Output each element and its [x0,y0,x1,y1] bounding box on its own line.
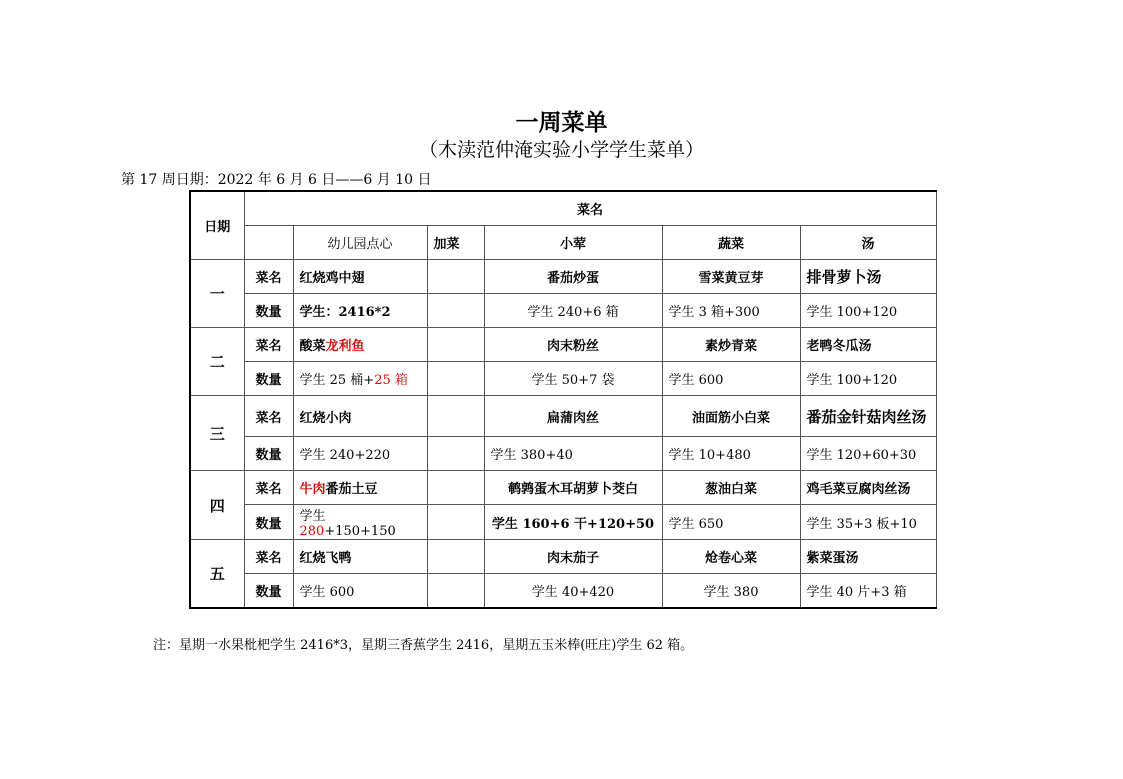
day-row-qty [190,574,936,609]
header-dishes: 菜名 [244,191,936,226]
kindergarten-cell: 红烧鸡中翅 [293,260,427,294]
day-label: 二 [190,328,244,396]
small-meat-cell: 肉末粉丝 [484,328,662,362]
kindergarten-cell: 牛肉番茄土豆 [293,471,427,505]
vegetable-cell: 学生 3 箱+300 [662,294,800,328]
small-meat-cell: 扁蒲肉丝 [484,396,662,437]
vegetable-cell: 素炒青菜 [662,328,800,362]
small-meat-cell: 鹌鹑蛋木耳胡萝卜茭白 [484,471,662,505]
vegetable-cell: 油面筋小白菜 [662,396,800,437]
kindergarten-cell: 学生 600 [293,574,427,609]
soup-cell: 老鸭冬瓜汤 [800,328,936,362]
day-row-dish [190,260,936,294]
highlight-text: 龙利鱼 [325,339,365,354]
date-line: 第 17 周日期：2022 年 6 月 6 日——6 月 10 日 [121,172,432,188]
day-row-qty [190,294,936,328]
header-row-2 [190,226,936,260]
kindergarten-cell: 酸菜龙利鱼 [293,328,427,362]
vegetable-cell: 炝卷心菜 [662,540,800,574]
kindergarten-cell: 学生：2416*2 [293,294,427,328]
header-blank [244,226,293,260]
day-row-qty [190,362,936,396]
soup-cell: 学生 40 片+3 箱 [800,574,936,609]
day-label: 五 [190,540,244,609]
row-label: 数量 [244,437,293,471]
soup-cell: 学生 120+60+30 [800,437,936,471]
day-row-dish [190,471,936,505]
row-label: 数量 [244,294,293,328]
extra-cell [427,396,484,437]
extra-cell [427,471,484,505]
page-subtitle: （木渎范仲淹实验小学学生菜单） [418,139,704,161]
highlight-text: 25 箱 [374,373,408,388]
page-title: 一周菜单 [515,109,608,136]
kindergarten-cell: 学生 240+220 [293,437,427,471]
extra-cell [427,574,484,609]
vegetable-cell: 学生 380 [662,574,800,609]
row-label: 菜名 [244,260,293,294]
extra-cell [427,260,484,294]
soup-cell: 排骨萝卜汤 [800,260,936,294]
day-row-dish [190,396,936,437]
highlight-text: 280 [299,524,325,539]
extra-cell [427,362,484,396]
header-date: 日期 [190,191,244,260]
extra-cell [427,294,484,328]
kindergarten-cell: 红烧飞鸭 [293,540,427,574]
row-label: 数量 [244,574,293,609]
small-meat-cell: 学生 380+40 [484,437,662,471]
header-vegetable: 蔬菜 [662,226,800,260]
day-row-qty [190,437,936,471]
extra-cell [427,437,484,471]
small-meat-cell: 学生 50+7 袋 [484,362,662,396]
header-row-1 [190,191,936,226]
row-label: 菜名 [244,471,293,505]
vegetable-cell: 葱油白菜 [662,471,800,505]
small-meat-cell: 学生 160+6 干+120+50 [484,505,662,540]
extra-cell [427,540,484,574]
footnote: 注：星期一水果枇杷学生 2416*3，星期三香蕉学生 2416，星期五玉米棒(旺庄)学生 62 箱。 [153,638,694,653]
day-row-qty [190,505,936,540]
extra-cell [427,505,484,540]
row-label: 数量 [244,505,293,540]
vegetable-cell: 学生 650 [662,505,800,540]
vegetable-cell: 学生 600 [662,362,800,396]
day-label: 一 [190,260,244,328]
soup-cell: 鸡毛菜豆腐肉丝汤 [800,471,936,505]
highlight-text: 牛肉 [299,482,326,497]
soup-cell: 番茄金针菇肉丝汤 [800,396,936,437]
kindergarten-cell: 学生 280+150+150 [293,505,427,540]
extra-cell [427,328,484,362]
header-soup: 汤 [800,226,936,260]
row-label: 菜名 [244,328,293,362]
vegetable-cell: 雪菜黄豆芽 [662,260,800,294]
header-extra: 加菜 [427,226,484,260]
vegetable-cell: 学生 10+480 [662,437,800,471]
day-row-dish [190,540,936,574]
small-meat-cell: 学生 240+6 箱 [484,294,662,328]
day-label: 四 [190,471,244,540]
small-meat-cell: 肉末茄子 [484,540,662,574]
row-label: 菜名 [244,396,293,437]
row-label: 数量 [244,362,293,396]
header-kindergarten: 幼儿园点心 [293,226,427,260]
small-meat-cell: 学生 40+420 [484,574,662,609]
header-small-meat: 小荤 [484,226,662,260]
kindergarten-cell: 红烧小肉 [293,396,427,437]
kindergarten-cell: 学生 25 桶+25 箱 [293,362,427,396]
soup-cell: 学生 100+120 [800,362,936,396]
day-label: 三 [190,396,244,471]
menu-table [189,190,937,609]
row-label: 菜名 [244,540,293,574]
small-meat-cell: 番茄炒蛋 [484,260,662,294]
day-row-dish [190,328,936,362]
soup-cell: 学生 35+3 板+10 [800,505,936,540]
soup-cell: 学生 100+120 [800,294,936,328]
soup-cell: 紫菜蛋汤 [800,540,936,574]
